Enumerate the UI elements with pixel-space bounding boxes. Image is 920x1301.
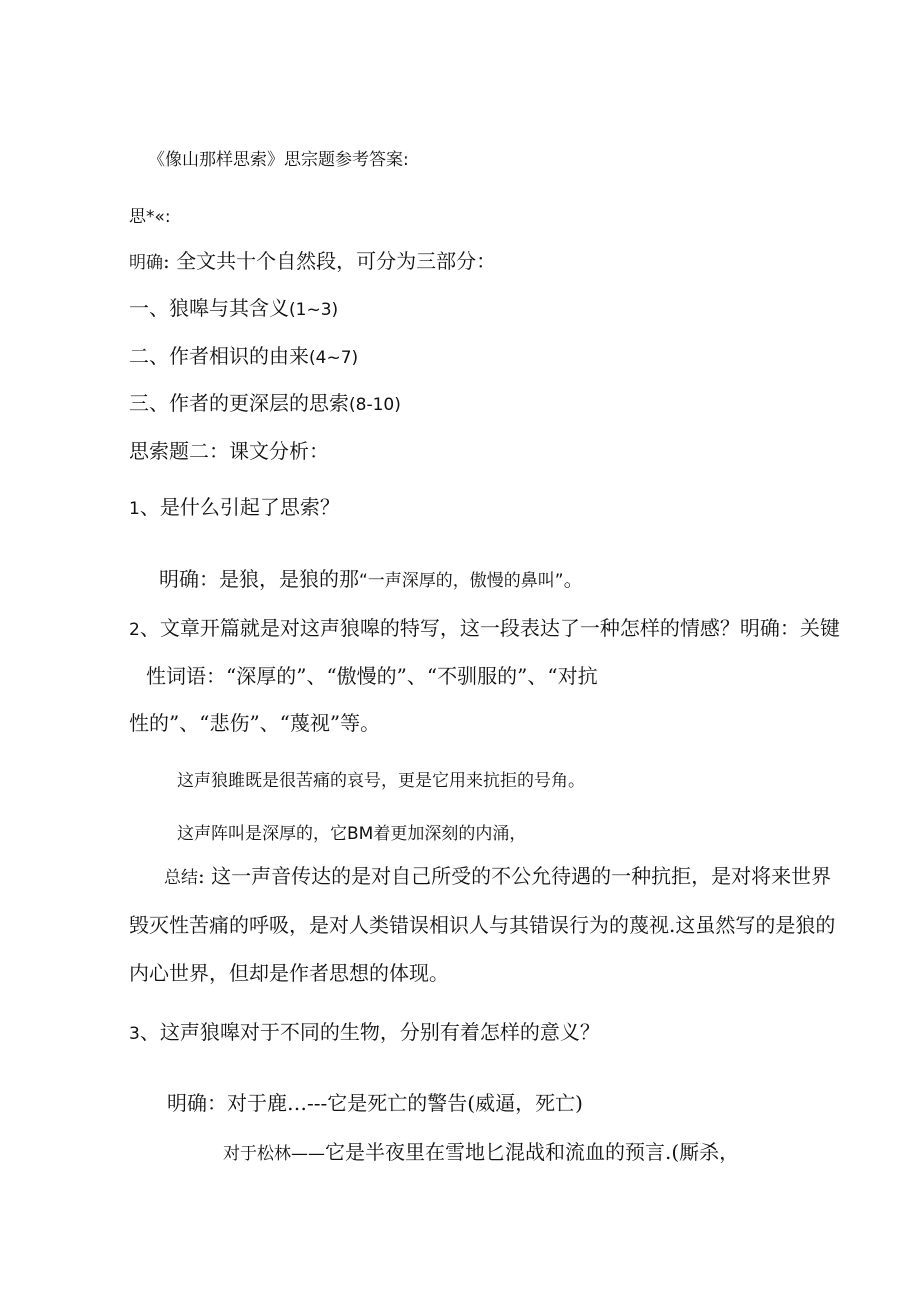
heading-thinking-one: 思*«: — [129, 207, 171, 227]
list-item-part-3 — [129, 393, 401, 414]
question-number: 3 — [129, 1024, 140, 1044]
answer-2-point-1: 这声狼雎既是很苦痛的哀号，更是它用来抗拒的号角。 — [177, 771, 585, 791]
paragraph-range: (1~3) — [289, 300, 339, 320]
heading-thinking-two: 思索题二：课文分析： — [129, 439, 329, 463]
paragraph-range: (8-10) — [349, 395, 401, 415]
summary-line2: 毁灭性苦痛的呼吸，是对人类错误相识人与其错误行为的蔑视.这虽然写的是狼的 — [129, 913, 836, 937]
text: 、这声狼嗥对于不同的生物，分别有着怎样的意义？ — [139, 1020, 600, 1044]
doc-title: 《像山那样思索》思宗题参考答案: — [148, 150, 409, 170]
label-summary: 总结 — [164, 868, 198, 888]
question-1 — [129, 497, 340, 518]
text: 、文章开篇就是对这声狼嗥的特写，这一段表达了一种怎样的情感？明确：关键 — [139, 616, 840, 640]
text: 二、作者相识的由来 — [129, 344, 309, 368]
question-3 — [129, 1022, 600, 1043]
question-2 — [129, 618, 840, 639]
text: 一、狼嗥与其含义 — [129, 296, 289, 320]
paragraph-answer-structure — [129, 251, 496, 272]
label-mingque: 明确 — [129, 253, 163, 273]
answer-2-point-2: 这声阵叫是深厚的，它BM着更加深刻的内涌， — [177, 824, 527, 844]
label-pine-forest: 对于松林—— — [223, 1144, 325, 1164]
text: 三、作者的更深层的思索 — [129, 391, 349, 415]
question-number: 1 — [129, 499, 140, 519]
list-item-part-2 — [129, 346, 358, 367]
answer-2-keywords-line1: 性词语：“深厚的”、“傲慢的”、“不驯服的”、“对抗 — [146, 664, 598, 688]
text: : 全文共十个自然段，可分为三部分： — [163, 249, 497, 273]
summary-line3: 内心世界，但却是作者思想的体现。 — [129, 961, 449, 985]
text: 它是半夜里在雪地匕混战和流血的预言.(厮杀， — [325, 1140, 740, 1164]
text: : 这一声音传达的是对自己所受的不公允待遇的一种抗拒，是对将来世界 — [198, 864, 832, 888]
text: 。 — [563, 567, 584, 591]
answer-3-pine-forest — [223, 1142, 739, 1163]
answer-2-keywords-line2: 性的”、“悲伤”、“蔑视”等。 — [129, 711, 381, 735]
quote: “一声深厚的，傲慢的鼻叫” — [359, 571, 564, 591]
list-item-part-1 — [129, 298, 338, 319]
answer-1 — [159, 569, 584, 590]
summary-line1 — [164, 866, 831, 887]
paragraph-range: (4~7) — [309, 348, 359, 368]
text: 明确：是狼，是狼的那 — [159, 567, 359, 591]
question-number: 2 — [129, 620, 140, 640]
text: 、是什么引起了思索？ — [139, 495, 340, 519]
answer-3-deer: 明确：对于鹿…---它是死亡的警告(威逼，死亡) — [167, 1091, 583, 1115]
